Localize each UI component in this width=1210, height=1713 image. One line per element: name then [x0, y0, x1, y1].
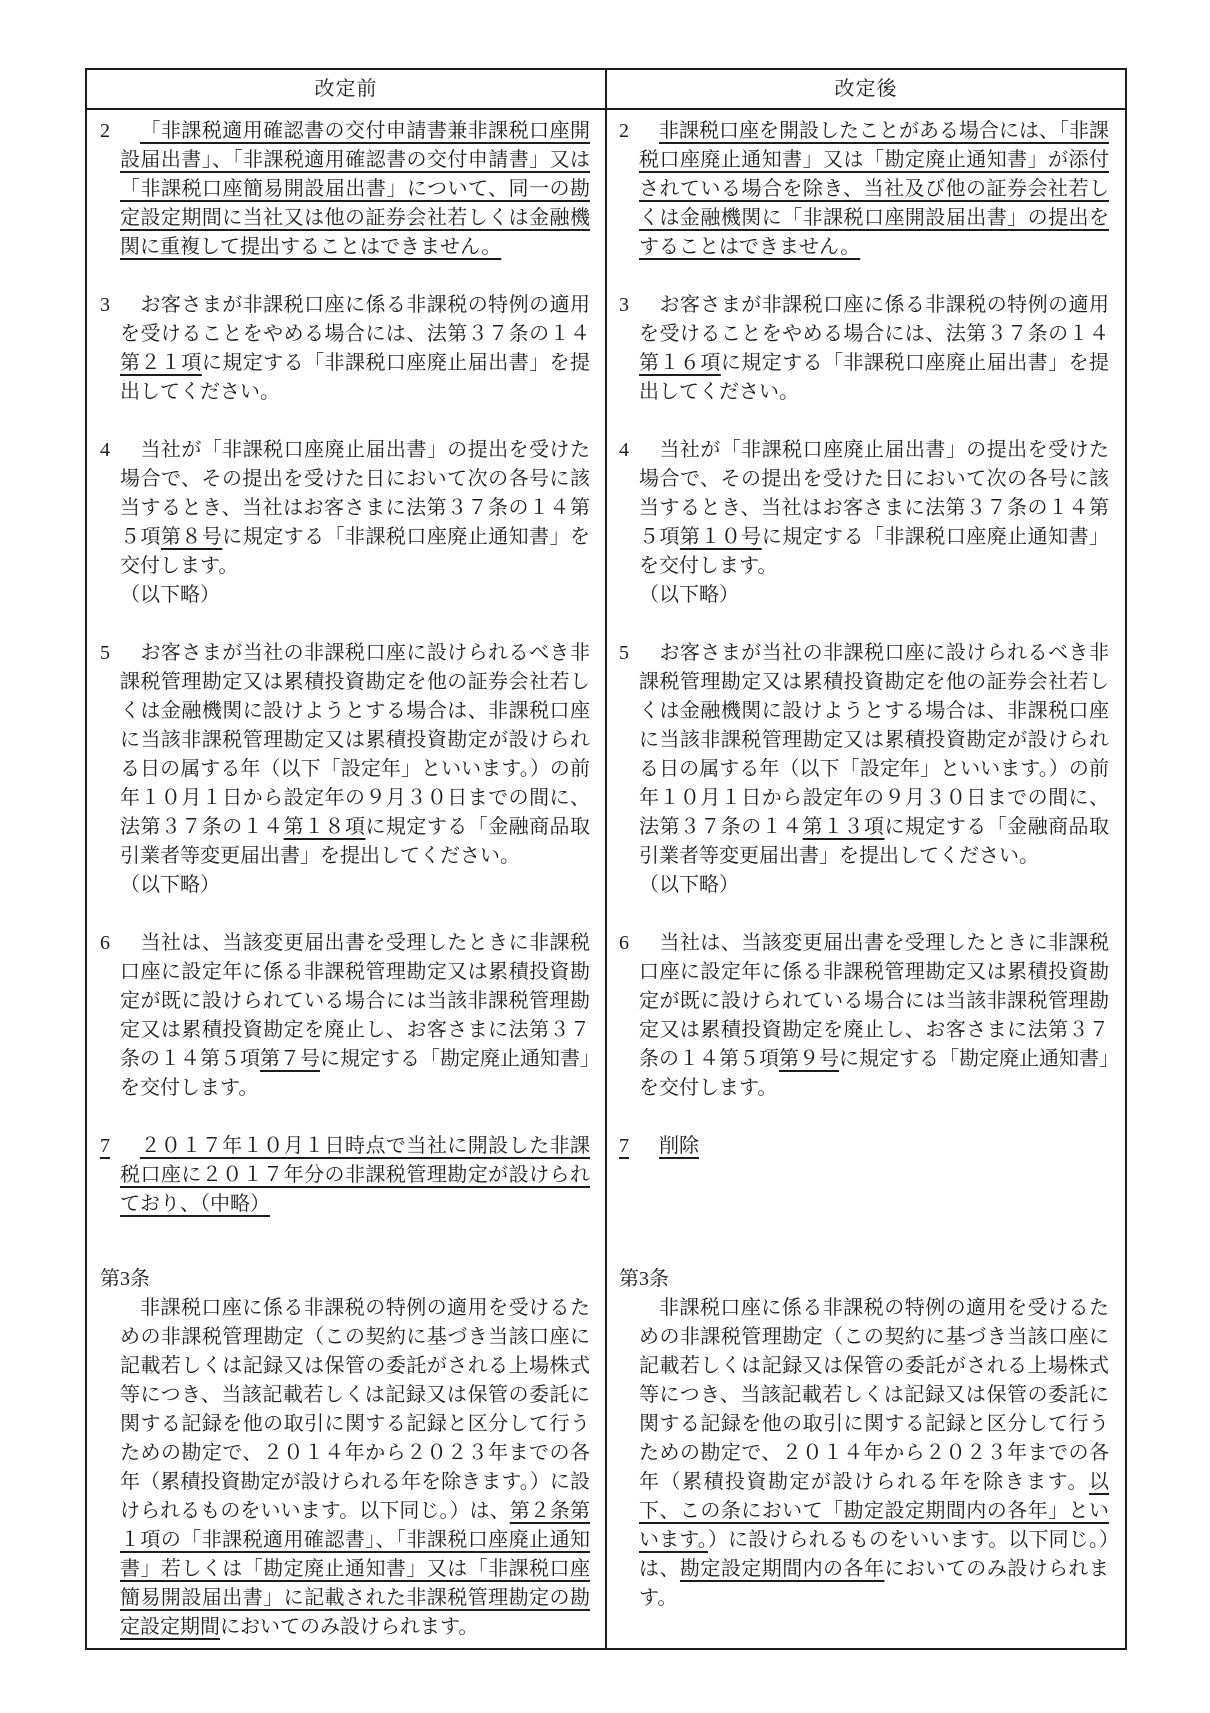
revision-comparison-table [85, 68, 1127, 1650]
text-run: ）に設けられるものをいいます。以下同じ。）は、 [639, 1529, 1109, 1580]
text-run: （以下略） [120, 584, 220, 606]
text-run: に規定する「金融商品取引業者等変更届出書」を提出してください。 [639, 816, 1110, 867]
text-run: に規定する「勘定廃止通知書」を交付します。 [639, 1048, 1109, 1099]
revised-text-run: 「非課税適用確認書の交付申請書兼非課税口座開設届出書」、「非課税適用確認書の交付申請書」又は「非課税口座簡易開設届出書」について、同一の勘定設定期間に当社又は他の証券会社若しくは金融機関に重複して提出することはできません。 [120, 120, 590, 258]
cell-before [87, 639, 606, 900]
text-run: 当社は、当該変更届出書を受理したときに非課税口座に設定年に係る非課税管理勘定又は累積投資勘定が既に設けられている場合には当該非課税管理勘定又は累積投資勘定を廃止し、お客さまに法第３７条の１４第５項 [639, 932, 1109, 1070]
cell-before [87, 291, 606, 407]
paragraph-item [100, 1132, 590, 1219]
cell-before [87, 436, 606, 610]
text-run: に規定する「非課税口座廃止届出書」を提出してください。 [120, 352, 591, 403]
cell-before [87, 929, 606, 1103]
item-number: 6 [100, 932, 110, 954]
item-number: 4 [100, 439, 110, 461]
text-run: 第3条 [619, 1268, 669, 1290]
revised-text-run: 第１６項 [639, 352, 721, 374]
paragraph-note [100, 581, 590, 610]
text-run: に規定する「非課税口座廃止通知書」を交付します。 [639, 526, 1110, 577]
paragraph-body [100, 1294, 590, 1642]
table-row [87, 291, 1125, 407]
item-number: 2 [619, 120, 629, 142]
table-row [87, 117, 1125, 262]
revised-text-run: ２０１７年１０月１日時点で当社に開設した非課税口座に２０１７年分の非課税管理勘定が設けられており、（中略） [120, 1135, 590, 1215]
item-number: 3 [619, 294, 629, 316]
text-run: 第3条 [100, 1268, 150, 1290]
paragraph-item [619, 1132, 1109, 1161]
cell-after [606, 929, 1125, 1103]
text-run: に規定する「勘定廃止通知書」を交付します。 [120, 1048, 590, 1099]
table-body [87, 110, 1125, 1648]
text-run: お客さまが非課税口座に係る非課税の特例の適用を受けることをやめる場合には、法第３７条の１４ [639, 294, 1109, 345]
text-run: お客さまが当社の非課税口座に設けられるべき非課税管理勘定又は累積投資勘定を他の証券会社若しくは金融機関に設けようとする場合は、非課税口座に当該非課税管理勘定又は累積投資勘定が設けられる日の属する年（以下「設定年」といいます。）の前年１０月１日から設定年の９月３０日までの間に、法第３７条の１４ [639, 642, 1109, 838]
paragraph-note [619, 871, 1109, 900]
paragraph-item [619, 117, 1109, 262]
table-row [87, 1132, 1125, 1219]
item-number: 5 [619, 642, 629, 664]
revised-text-run: 第２条第１項の「非課税適用確認書」、「非課税口座廃止通知書」若しくは「勘定廃止通知書」又は「非課税口座簡易開設届出書」に記載された非課税管理勘定の勘定設定期間 [120, 1500, 591, 1638]
header-after: 改定後 [605, 70, 1125, 108]
text-run: に規定する「非課税口座廃止届出書」を提出してください。 [639, 352, 1110, 403]
cell-after [606, 1132, 1125, 1219]
text-run: お客さまが非課税口座に係る非課税の特例の適用を受けることをやめる場合には、法第３７条の１４ [120, 294, 590, 345]
text-run: においてのみ設けられます。 [220, 1616, 479, 1638]
text-run: に規定する「金融商品取引業者等変更届出書」を提出してください。 [120, 816, 591, 867]
revised-text-run: 削除 [659, 1135, 699, 1157]
revised-text-run: 第１０号 [679, 526, 762, 548]
text-run: 当社は、当該変更届出書を受理したときに非課税口座に設定年に係る非課税管理勘定又は累積投資勘定が既に設けられている場合には当該非課税管理勘定又は累積投資勘定を廃止し、お客さまに法第３７条の１４第５項 [120, 932, 590, 1070]
revised-text-run: 勘定設定期間内の各年 [679, 1558, 885, 1580]
paragraph-item [619, 436, 1109, 581]
text-run: 当社が「非課税口座廃止届出書」の提出を受けた場合で、その提出を受けた日において次の各号に該当するとき、当社はお客さまに法第３７条の１４第５項 [639, 439, 1109, 548]
revised-text-run: 第９号 [779, 1048, 839, 1070]
table-row [87, 436, 1125, 610]
paragraph-item [100, 639, 590, 871]
cell-after [606, 639, 1125, 900]
item-number: 2 [100, 120, 110, 142]
text-run: 非課税口座に係る非課税の特例の適用を受けるための非課税管理勘定（この契約に基づき当該口座に記載若しくは記録又は保管の委託がされる上場株式等につき、当該記載若しくは記録又は保管の委託に関する記録を他の取引に関する記録と区分して行うための勘定で、２０１４年から２０２３年までの各年（累積投資勘定が設けられる年を除きます。 [639, 1297, 1109, 1493]
table-row [87, 929, 1125, 1103]
table-header-row [87, 70, 1125, 110]
cell-after [606, 436, 1125, 610]
paragraph-heading [100, 1265, 590, 1294]
item-number: 7 [619, 1135, 629, 1157]
text-run: 非課税口座に係る非課税の特例の適用を受けるための非課税管理勘定（この契約に基づき当該口座に記載若しくは記録又は保管の委託がされる上場株式等につき、当該記載若しくは記録又は保管の委託に関する記録を他の取引に関する記録と区分して行うための勘定で、２０１４年から２０２３年までの各年（累積投資勘定が設けられる年を除きます。）に設けられるものをいいます。以下同じ。）は、 [120, 1297, 590, 1522]
header-before: 改定前 [314, 78, 378, 100]
text-run: （以下略） [639, 584, 739, 606]
paragraph-item [100, 117, 590, 262]
cell-after [606, 117, 1125, 262]
item-number: 6 [619, 932, 629, 954]
text-run: に規定する「非課税口座廃止通知書」を交付します。 [120, 526, 591, 577]
table-row [87, 639, 1125, 900]
text-run: お客さまが当社の非課税口座に設けられるべき非課税管理勘定又は累積投資勘定を他の証券会社若しくは金融機関に設けようとする場合は、非課税口座に当該非課税管理勘定又は累積投資勘定が設けられる日の属する年（以下「設定年」といいます。）の前年１０月１日から設定年の９月３０日までの間に、法第３７条の１４ [120, 642, 590, 838]
table-row [87, 1265, 1125, 1642]
item-number: 4 [619, 439, 629, 461]
text-run: （以下略） [639, 874, 739, 896]
paragraph-body [619, 1294, 1109, 1613]
item-number: 5 [100, 642, 110, 664]
text-run: 当社が「非課税口座廃止届出書」の提出を受けた場合で、その提出を受けた日において次の各号に該当するとき、当社はお客さまに法第３７条の１４第５項 [120, 439, 590, 548]
paragraph-item [619, 291, 1109, 407]
cell-before [87, 1132, 606, 1219]
item-number: 7 [100, 1135, 110, 1157]
paragraph-note [100, 871, 590, 900]
revised-text-run: 第１８項 [283, 816, 366, 838]
cell-before [87, 1265, 606, 1642]
paragraph-item [100, 929, 590, 1103]
cell-after [606, 1265, 1125, 1642]
cell-after [606, 291, 1125, 407]
paragraph-item [619, 639, 1109, 871]
revised-text-run: 第８号 [160, 526, 223, 548]
cell-before [87, 117, 606, 262]
paragraph-item [619, 929, 1109, 1103]
text-run: （以下略） [120, 874, 220, 896]
revised-text-run: 第２１項 [120, 352, 202, 374]
text-run: においてのみ設けられます。 [639, 1558, 1110, 1609]
revised-text-run: 以下、この条において「勘定設定期間内の各年」といいます。 [639, 1471, 1109, 1551]
paragraph-item [100, 436, 590, 581]
revised-text-run: 第７号 [260, 1048, 320, 1070]
paragraph-item [100, 291, 590, 407]
item-number: 3 [100, 294, 110, 316]
paragraph-note [619, 581, 1109, 610]
revised-text-run: 非課税口座を開設したことがある場合には、「非課税口座廃止通知書」又は「勘定廃止通知書」が添付されている場合を除き、当社及び他の証券会社若しくは金融機関に「非課税口座開設届出書」の提出をすることはできません。 [639, 120, 1109, 258]
paragraph-heading [619, 1265, 1109, 1294]
revised-text-run: 第１３項 [802, 816, 885, 838]
